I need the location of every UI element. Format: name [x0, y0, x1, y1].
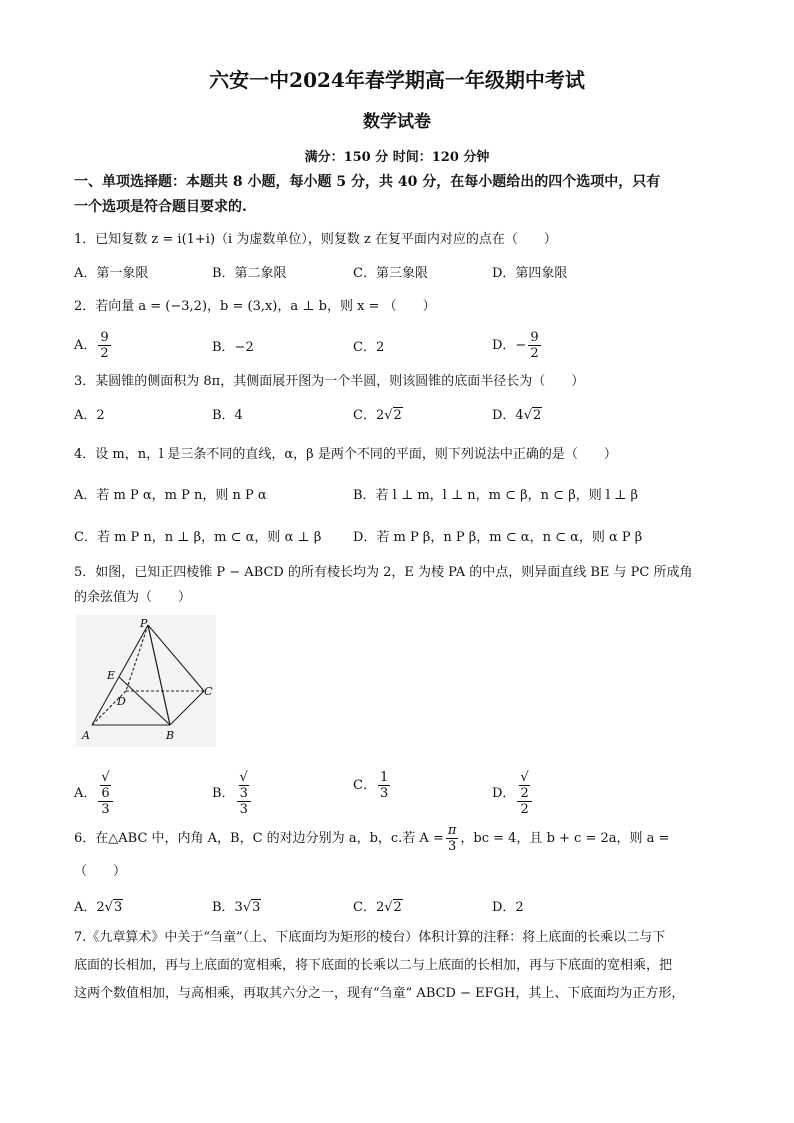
q4-option-b: B．若 l ⊥ m，l ⊥ n，m ⊂ β，n ⊂ β，则 l ⊥ β: [353, 488, 639, 503]
q3-option-d: D．4√2: [492, 408, 542, 423]
q6-option-c: C．2√2: [353, 900, 402, 915]
q2-stem: 2．若向量 a = (−3,2)，b = (3,x)，a ⊥ b，则 x = （ ）: [74, 299, 436, 314]
q3-option-c: C．2√2: [353, 408, 402, 423]
exam-title: 六安一中2024年春学期高一年级期中考试: [209, 68, 585, 92]
q7-line1: 7.《九章算术》中关于“刍童”（上、下底面均为矩形的棱台）体积计算的注释：将上底面的长乘以二与下: [74, 930, 666, 945]
label-e: E: [107, 669, 116, 682]
q2-option-d: D．− $\frac{9}{2}$: [492, 330, 539, 361]
label-a: A: [82, 729, 90, 742]
exam-info: 满分：150 分 时间：120 分钟: [304, 150, 490, 165]
q3-option-b: B．4: [212, 408, 243, 423]
q5-stem-line1: 5．如图，已知正四棱锥 P − ABCD 的所有棱长均为 2，E 为棱 PA 的中点，则异面直线 BE 与 PC 所成角: [74, 565, 693, 580]
q1-option-b: B．第二象限: [212, 266, 287, 281]
q7-line2: 底面的长相加，再与上底面的宽相乘，将下底面的长乘以二与上底面的长相加，再与下底面的宽相乘，把: [74, 958, 673, 973]
q6-option-b: B．3√3: [212, 900, 261, 915]
section-heading-line1: 一、单项选择题：本题共 8 小题，每小题 5 分，共 40 分，在每小题给出的四个选项中，只有: [74, 174, 661, 190]
section-heading-line2: 一个选项是符合题目要求的.: [74, 199, 247, 215]
q6-stem: 6．在△ABC 中，内角 A，B，C 的对边分别为 a，b，c.若 A = $\frac{\pi}{3}$ ，bc = 4，且 b + c = 2a，则 a =: [74, 823, 670, 854]
q2-option-c: C．2: [353, 340, 385, 355]
label-c: C: [204, 685, 213, 698]
q1-option-a: A．第一象限: [74, 266, 149, 281]
q1-stem: 1．已知复数 z = i(1+i)（i 为虚数单位），则复数 z 在复平面内对应的点在（ ）: [74, 232, 557, 247]
q2-option-b: B．−2: [212, 340, 254, 355]
q6-option-a: A．2√3: [74, 900, 123, 915]
label-p: P: [140, 617, 148, 630]
q6-answer-paren: （ ）: [74, 864, 127, 879]
label-b: B: [166, 729, 175, 742]
q6-option-d: D．2: [492, 900, 524, 915]
q4-option-d: D．若 m P β，n P β，m ⊂ α，n ⊂ α，则 α P β: [353, 530, 643, 545]
q5-stem-line2: 的余弦值为（ ）: [74, 590, 192, 605]
q1-option-d: D．第四象限: [492, 266, 568, 281]
q5-option-a: A． √ 6 3: [74, 770, 115, 817]
q3-stem: 3．某圆锥的侧面积为 8π，其侧面展开图为一个半圆，则该圆锥的底面半径长为（ ）: [74, 374, 585, 389]
q5-option-c: C． $\frac{1}{3}$: [353, 770, 389, 801]
q4-option-a: A．若 m P α，m P n，则 n P α: [74, 488, 267, 503]
q4-stem: 4．设 m，n，l 是三条不同的直线，α，β 是两个不同的平面，则下列说法中正确的是（ ）: [74, 447, 617, 462]
q4-option-c: C．若 m P n，n ⊥ β，m ⊂ α，则 α ⊥ β: [74, 530, 322, 545]
q5-option-b: B． √ 3 3: [212, 770, 253, 817]
label-d: D: [117, 695, 126, 708]
paper-subtitle: 数学试卷: [363, 112, 431, 132]
q2-option-a: A． $\frac{9}{2}$: [74, 330, 109, 361]
q3-option-a: A．2: [74, 408, 105, 423]
q5-option-d: D． √ 2 2: [492, 770, 534, 817]
q7-line3: 这两个数值相加，与高相乘，再取其六分之一，现有“刍童” ABCD − EFGH，其上、下底面均为正方形，: [74, 986, 685, 1001]
pyramid-figure: [76, 615, 216, 747]
q1-option-c: C．第三象限: [353, 266, 428, 281]
